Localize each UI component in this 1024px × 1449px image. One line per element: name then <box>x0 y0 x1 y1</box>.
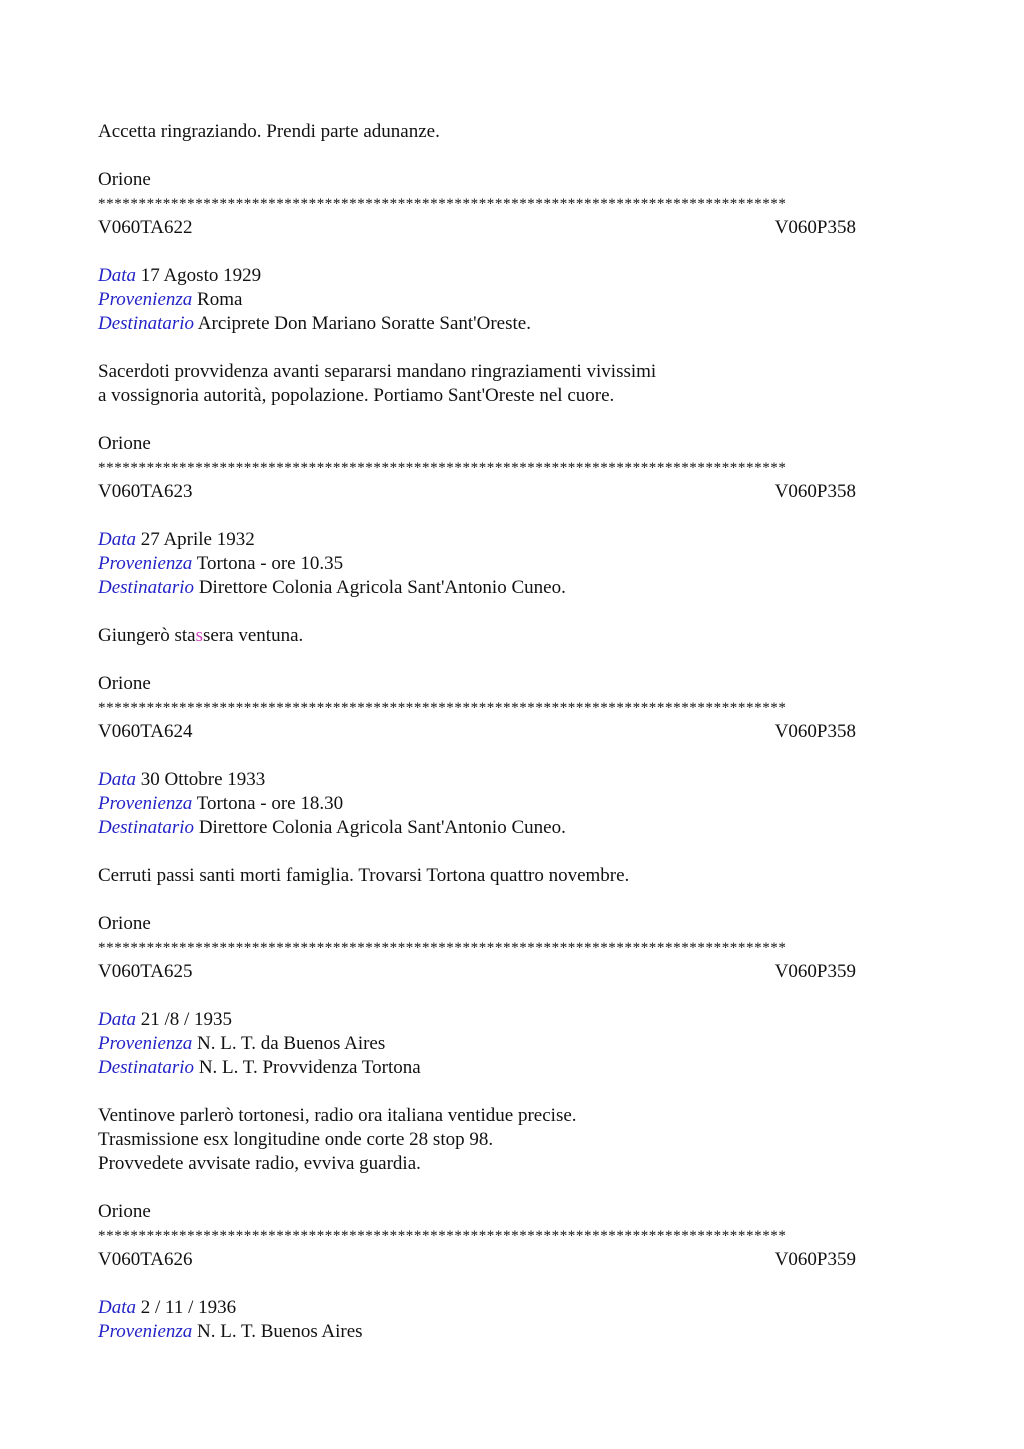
date-line <box>98 1008 1024 1032</box>
spacer <box>98 408 1024 432</box>
recipient-line <box>98 312 1024 336</box>
separator: ************************************************************************************* <box>98 1228 787 1244</box>
origin-value: Tortona - ore 18.30 <box>196 793 344 814</box>
entry-header <box>98 720 856 744</box>
spacer <box>98 336 1024 360</box>
spacer <box>98 888 1024 912</box>
signature: Orione <box>98 913 151 934</box>
date-label: Data <box>98 265 136 286</box>
text-part: Giungerò sta <box>98 625 196 646</box>
page-ref: V060P359 <box>774 961 856 982</box>
separator: ************************************************************************************* <box>98 196 787 212</box>
date-line <box>98 768 1024 792</box>
recipient-label: Destinatario <box>98 1057 195 1078</box>
origin-line <box>98 792 1024 816</box>
origin-value: Roma <box>197 289 243 310</box>
entry-header <box>98 1248 856 1272</box>
origin-label: Provenienza <box>98 1033 193 1054</box>
recipient-line <box>98 1056 1024 1080</box>
origin-line <box>98 288 1024 312</box>
spacer <box>98 840 1024 864</box>
entry-code: V060TA626 <box>98 1249 193 1270</box>
page-ref: V060P358 <box>774 721 856 742</box>
highlighted-letter: s <box>195 625 204 646</box>
signature: Orione <box>98 433 151 454</box>
page-ref: V060P358 <box>774 481 856 502</box>
recipient-value: N. L. T. Provvidenza Tortona <box>198 1057 421 1078</box>
telegram-text: Sacerdoti provvidenza avanti separarsi mandano ringraziamenti vivissimi <box>98 361 657 382</box>
recipient-line <box>98 816 1024 840</box>
telegram-text: a vossignoria autorità, popolazione. Portiamo Sant'Oreste nel cuore. <box>98 385 615 406</box>
origin-line <box>98 1032 1024 1056</box>
origin-label: Provenienza <box>98 793 193 814</box>
date-value: 2 / 11 / 1936 <box>140 1297 237 1318</box>
telegram-text: Accetta ringraziando. Prendi parte adunanze. <box>98 121 440 142</box>
date-value: 27 Aprile 1932 <box>140 529 255 550</box>
separator: ************************************************************************************* <box>98 940 787 956</box>
entry-code: V060TA624 <box>98 721 193 742</box>
signature: Orione <box>98 673 151 694</box>
spacer <box>98 504 1024 528</box>
date-label: Data <box>98 529 136 550</box>
recipient-value: Direttore Colonia Agricola Sant'Antonio Cuneo. <box>198 577 566 598</box>
origin-value: N. L. T. da Buenos Aires <box>197 1033 386 1054</box>
origin-line <box>98 552 1024 576</box>
separator: ************************************************************************************* <box>98 460 787 476</box>
text-part: sera ventuna. <box>203 625 304 646</box>
signature: Orione <box>98 169 151 190</box>
spacer <box>98 984 1024 1008</box>
date-line <box>98 528 1024 552</box>
date-label: Data <box>98 1009 136 1030</box>
origin-value: N. L. T. Buenos Aires <box>197 1321 363 1342</box>
entry-header <box>98 960 856 984</box>
spacer <box>98 240 1024 264</box>
origin-line <box>98 1320 1024 1344</box>
spacer <box>98 144 1024 168</box>
telegram-text: Trasmissione esx longitudine onde corte 28 stop 98. <box>98 1129 494 1150</box>
recipient-value: Direttore Colonia Agricola Sant'Antonio Cuneo. <box>198 817 566 838</box>
date-line <box>98 264 1024 288</box>
spacer <box>98 648 1024 672</box>
origin-value: Tortona - ore 10.35 <box>196 553 344 574</box>
entry-header <box>98 216 856 240</box>
date-label: Data <box>98 1297 136 1318</box>
signature: Orione <box>98 1201 151 1222</box>
date-value: 21 /8 / 1935 <box>140 1009 233 1030</box>
spacer <box>98 1272 1024 1296</box>
telegram-text: Ventinove parlerò tortonesi, radio ora italiana ventidue precise. <box>98 1105 577 1126</box>
spacer <box>98 1176 1024 1200</box>
spacer <box>98 1080 1024 1104</box>
date-value: 17 Agosto 1929 <box>140 265 262 286</box>
recipient-label: Destinatario <box>98 313 195 334</box>
date-label: Data <box>98 769 136 790</box>
recipient-line <box>98 576 1024 600</box>
page-ref: V060P359 <box>774 1249 856 1270</box>
separator: ************************************************************************************* <box>98 700 787 716</box>
recipient-value: Arciprete Don Mariano Soratte Sant'Oreste. <box>197 313 531 334</box>
recipient-label: Destinatario <box>98 817 195 838</box>
entry-code: V060TA625 <box>98 961 193 982</box>
date-value: 30 Ottobre 1933 <box>140 769 266 790</box>
origin-label: Provenienza <box>98 1321 193 1342</box>
entry-header <box>98 480 856 504</box>
entry-code: V060TA622 <box>98 217 193 238</box>
date-line <box>98 1296 1024 1320</box>
origin-label: Provenienza <box>98 553 193 574</box>
telegram-text <box>98 624 1024 648</box>
origin-label: Provenienza <box>98 289 193 310</box>
page-ref: V060P358 <box>774 217 856 238</box>
spacer <box>98 744 1024 768</box>
telegram-text: Cerruti passi santi morti famiglia. Trovarsi Tortona quattro novembre. <box>98 865 630 886</box>
entry-code: V060TA623 <box>98 481 193 502</box>
telegram-text: Provvedete avvisate radio, evviva guardia. <box>98 1153 421 1174</box>
recipient-label: Destinatario <box>98 577 195 598</box>
spacer <box>98 600 1024 624</box>
